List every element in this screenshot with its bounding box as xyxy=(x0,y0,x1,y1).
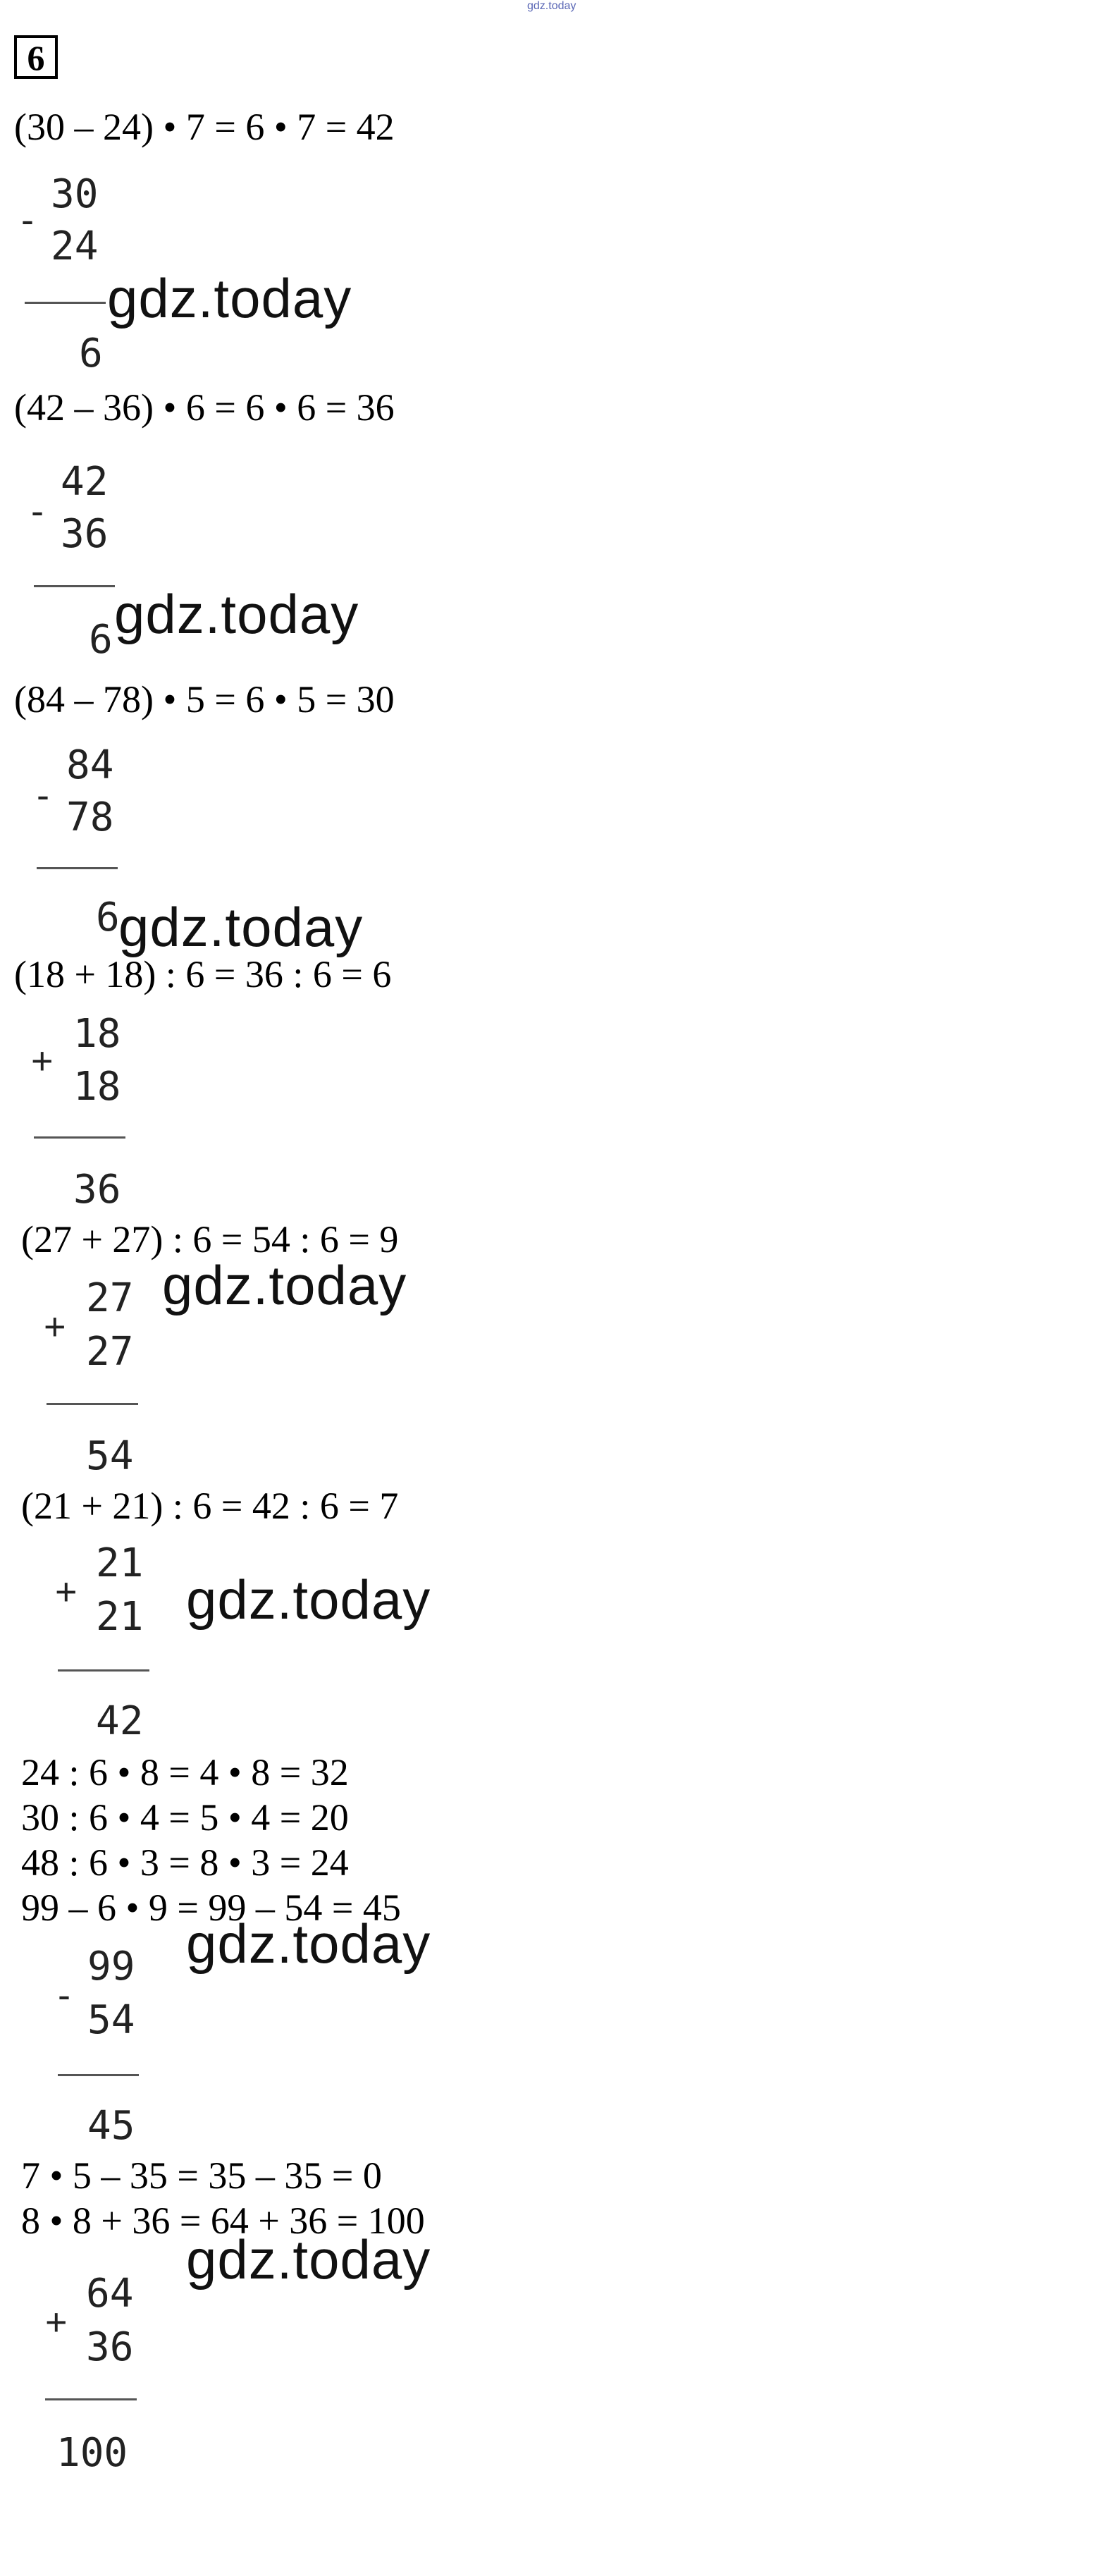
watermark: gdz.today xyxy=(186,1913,431,1975)
watermark: gdz.today xyxy=(186,2228,431,2290)
column-1-line xyxy=(25,302,106,304)
expression-11: 7 • 5 – 35 = 35 – 35 = 0 xyxy=(21,2154,382,2197)
expression-5: (27 + 27) : 6 = 54 : 6 = 9 xyxy=(21,1218,399,1261)
column-6-result: 42 xyxy=(96,1698,144,1744)
expression-2: (42 – 36) • 6 = 6 • 6 = 36 xyxy=(14,386,395,429)
column-4-operator: + xyxy=(31,1040,54,1082)
column-2-operator: - xyxy=(31,490,44,532)
column-5-line xyxy=(47,1403,138,1405)
column-3-top: 84 xyxy=(66,742,114,788)
column-7-operator: - xyxy=(58,1974,70,2016)
watermark: gdz.today xyxy=(114,583,359,645)
header-watermark: gdz.today xyxy=(527,0,576,12)
column-5-bottom: 27 xyxy=(86,1329,134,1375)
column-5-result: 54 xyxy=(86,1433,134,1479)
column-8-bottom: 36 xyxy=(86,2324,134,2370)
expression-12: 8 • 8 + 36 = 64 + 36 = 100 xyxy=(21,2200,425,2242)
expression-8: 30 : 6 • 4 = 5 • 4 = 20 xyxy=(21,1796,349,1839)
expression-10: 99 – 6 • 9 = 99 – 54 = 45 xyxy=(21,1887,401,1929)
column-7-bottom: 54 xyxy=(87,1997,135,2043)
expression-6: (21 + 21) : 6 = 42 : 6 = 7 xyxy=(21,1485,399,1527)
watermark: gdz.today xyxy=(186,1569,431,1631)
column-6-line xyxy=(58,1669,149,1672)
column-7-top: 99 xyxy=(87,1944,135,1989)
task-number-box: 6 xyxy=(14,35,58,79)
column-1-top: 30 xyxy=(51,171,99,217)
column-8-operator: + xyxy=(45,2301,68,2343)
watermark: gdz.today xyxy=(162,1254,407,1316)
column-4-result: 36 xyxy=(73,1167,121,1213)
column-6-bottom: 21 xyxy=(96,1594,144,1640)
column-8-top: 64 xyxy=(86,2271,134,2317)
column-8-result: 100 xyxy=(56,2430,128,2476)
column-4-line xyxy=(34,1136,125,1139)
watermark: gdz.today xyxy=(118,896,364,958)
column-3-result: 6 xyxy=(96,895,120,940)
column-2-bottom: 36 xyxy=(61,511,109,557)
column-6-operator: + xyxy=(55,1571,78,1613)
column-1-result: 6 xyxy=(79,331,103,376)
expression-1: (30 – 24) • 7 = 6 • 7 = 42 xyxy=(14,106,395,148)
column-3-line xyxy=(37,867,118,869)
column-2-result: 6 xyxy=(89,617,113,663)
column-4-bottom: 18 xyxy=(73,1064,121,1110)
column-5-operator: + xyxy=(44,1306,66,1348)
column-8-line xyxy=(45,2398,137,2400)
expression-4: (18 + 18) : 6 = 36 : 6 = 6 xyxy=(14,953,392,995)
expression-9: 48 : 6 • 3 = 8 • 3 = 24 xyxy=(21,1841,349,1884)
column-4-top: 18 xyxy=(73,1011,121,1057)
column-1-bottom: 24 xyxy=(51,223,99,269)
column-7-line xyxy=(58,2074,139,2076)
expression-7: 24 : 6 • 8 = 4 • 8 = 32 xyxy=(21,1751,349,1793)
column-1-operator: - xyxy=(21,199,34,241)
column-2-top: 42 xyxy=(61,459,109,505)
watermark: gdz.today xyxy=(107,267,352,329)
column-7-result: 45 xyxy=(87,2103,135,2149)
column-3-bottom: 78 xyxy=(66,795,114,840)
column-5-top: 27 xyxy=(86,1275,134,1321)
column-3-operator: - xyxy=(37,774,49,816)
expression-3: (84 – 78) • 5 = 6 • 5 = 30 xyxy=(14,678,395,720)
column-6-top: 21 xyxy=(96,1540,144,1586)
column-2-line xyxy=(34,585,115,587)
